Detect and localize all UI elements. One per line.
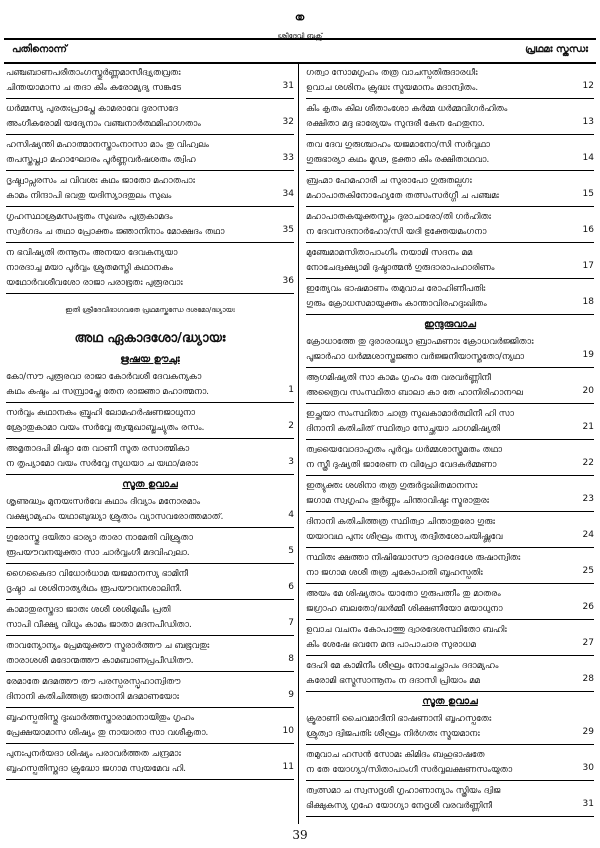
verse-line: അത്രൈവ സംസ്ഥിതാ ബാലാ കാ തേ ഹാനിരിഹാനഘ — [306, 388, 523, 398]
verse — [306, 551, 594, 584]
verse — [6, 174, 294, 207]
verse-number: 1 — [288, 385, 294, 395]
verse — [6, 66, 294, 99]
verse-line: പൂജാർഹാ ധർമ്മശാസ്ത്രജ്ഞാ വർജ്ജനീയാസ്തതോ/ന്യഥാ — [306, 352, 525, 362]
verse — [306, 443, 594, 476]
verse-line: ഇത്യുക്തഃ ശശിനാ തത്ര ഗുരുർദുഃഖിതമാനസഃ — [306, 481, 478, 491]
verse-line: ദിനാനി കതിചിത്തത്ര സ്ഥിത്വാ ചിന്താതുരോ ഗുരുഃ — [306, 517, 495, 527]
verse-number: 4 — [288, 510, 294, 520]
verse-line: ദിനാനി കതിചിത് സ്ഥിത്വാ സേച്ഛയാ ചാഗമിഷ്യതി — [306, 424, 501, 434]
verse-number: 11 — [282, 762, 294, 772]
verse-line: ദൃഷ്ടാ ച ശശിനാത്യർഥം രൂപയൗവനശാലിനീ. — [6, 584, 183, 594]
verse-line: മഹാപാതകിനോഹ്യേതേ തത്സംസർഗ്ഗീ ച പഞ്ചമഃ — [306, 191, 499, 201]
verse-number: 2 — [288, 421, 294, 431]
speaker-heading: ഇന്ദുരുവാച — [424, 319, 476, 330]
verse — [306, 479, 594, 512]
verse-line: ന സ്ത്രീ ദുഷ്യതി ജാരേണ ന വിപ്രോ വേദകർമ്മണാ — [306, 460, 497, 470]
verse-line: ദേഹി മേ കാമിനീം ശീഘ്രം നോചേച്ഛാപം ദദാമ്യഹം — [306, 661, 499, 671]
verse — [306, 371, 594, 404]
verse-line: നോചേദ്വക്ഷ്യാമി ദുഷ്ടാത്മൻ ഗുരുദാരാപഹാരിണം — [306, 263, 495, 273]
verse-number: 19 — [582, 350, 594, 360]
verse-line: ശ്രോതുകാമാ വയം സർവ്വേ ത്വന്മുഖാബ്ജച്യുതം രസം. — [6, 423, 205, 433]
verses-block — [306, 66, 594, 315]
verse — [306, 102, 594, 135]
verse-line: ന ഭവിഷ്യതി തന്നൂനം അനയാ ദേവകന്യയാ — [6, 248, 178, 258]
verse-line: ശ്രുത്വാ ദ്വിജപതിഃ ശീഘ്രം നിർഗതഃ സ്മയമാനഃ — [306, 729, 480, 739]
verse-number: 35 — [282, 225, 294, 235]
verse-number: 21 — [582, 422, 594, 432]
verse-number: 30 — [582, 763, 594, 773]
verse-line: ഇത്യേവം ഭാഷമാണം തമുവാച രോഹിണീപതിഃ — [306, 284, 486, 294]
verse-line: ബൃഹസ്പതിസ്തു ദുഃഖാർത്തസ്താരാമാനായിതും ഗൃഹം — [6, 713, 195, 723]
verse-line: ബ്രഹ്മാ ഹേമഹാരീ ച സുരാപോ ഗുരുതല്പഗഃ — [306, 176, 472, 186]
verse — [306, 174, 594, 207]
verse-line: ധർമ്മസ്യ പുരതഃപ്രാപ്തേ കാമരാവേ ദുരാസദേ — [6, 104, 178, 114]
verse-line: ന ദേവസദനാർഹോ/സി യദി ഭുക്തേയമംഗനാ — [306, 227, 487, 237]
verses-block — [6, 66, 294, 294]
verse — [306, 335, 594, 368]
verses-block — [306, 712, 594, 817]
verse — [6, 442, 294, 475]
verse-number: 32 — [282, 117, 294, 127]
verse-line: രൂപയൗവനയുക്താ സാ ചാർവ്വംഗീ മദവിഹ്വലാ. — [6, 548, 190, 558]
verse-number: 13 — [582, 117, 594, 127]
verse — [306, 210, 594, 243]
verse-line: ജഗ്രാഹ ബലതോ/ദ്ധർമ്മീ ശിക്ഷണീയോ മയാധുനാ — [306, 604, 503, 614]
verse-line: പ്രേക്ഷയാമാസ ശിഷ്യം തു നായാതാ സാ വശീകൃതാ. — [6, 728, 209, 738]
verse-number: 26 — [582, 602, 594, 612]
verse-line: ഉവാച ശശിനം ക്രുദ്ധഃ സ്മയമാനം മദാന്വിതം. — [306, 83, 479, 93]
verse-line: സർവ്വം കഥാനകം ബ്രൂഹി ലോമഹർഷണജാധുനാ — [6, 408, 196, 418]
verse-line: ജഗാമ സ്വഗൃഹം തൂർണ്ണം ചിന്താവിഷ്ടഃ സ്മരാതുരഃ — [306, 496, 489, 506]
header-right: പ്രഥമഃ സ്കന്ധഃ — [525, 44, 588, 55]
verse — [6, 210, 294, 243]
header-left: പതിനൊന്ന് — [12, 44, 67, 55]
verse — [6, 747, 294, 780]
verse — [306, 138, 594, 171]
verse-line: അയം മേ ശിഷ്യതാം യാതോ ഗുരുപത്നീം തു മാതരം — [306, 589, 501, 599]
verse-line: ഉവാച വചനം കോപാത്തു ദ്വാരദേശസ്ഥിതോ ബഹിഃ — [306, 625, 507, 635]
verse — [6, 406, 294, 439]
verse-number: 29 — [582, 727, 594, 737]
verse-number: 3 — [288, 457, 294, 467]
verse — [6, 495, 294, 528]
verse-line: ഗുരോസ്തു ദയിതാ ഭാര്യാ താരാ നാമേതി വിശ്രുതാ — [6, 533, 193, 543]
verse-number: 18 — [582, 297, 594, 307]
verse-number: 6 — [288, 582, 294, 592]
verse — [306, 784, 594, 817]
verse-number: 27 — [582, 638, 594, 648]
verse-line: സ്വർഗദം ച തഥാ പ്രോക്തം ജ്ഞാനിനാം മോക്ഷദം തഥാ — [6, 227, 225, 237]
speaker-heading: സൂത ഉവാച — [122, 479, 178, 490]
verse-number: 17 — [582, 261, 594, 271]
verse-line: ക്രോധാത്തേ തു ദുരാരാദ്ധ്യാ ബ്രാഹ്മണാഃ ക്രോധവർജ്ജിതാഃ — [306, 337, 534, 347]
right-column — [306, 66, 594, 820]
verse-number: 34 — [282, 189, 294, 199]
verse-number: 5 — [288, 546, 294, 556]
column-divider — [298, 62, 299, 824]
verse-line: ഗൃഹസ്ഥാശ്രമസംഭൂതം സുഖരം പുത്രകാമദം — [6, 212, 173, 222]
verse-line: ക്രൂരാണി ചൈവമാദീനി ഭാഷണാനി ബൃഹസ്പതേഃ — [306, 714, 492, 724]
verse-line: വക്ഷ്യാമ്യഹം യഥാബുദ്ധ്യാ ശ്രുതാം വ്യാസവരോത്തമാത്. — [6, 512, 224, 522]
verse-line: ത്വത്സമാ ച സ്വസദൃശീ ഗൃഹാണാന്യാം സ്ത്രിയം ദ്വിജ — [306, 786, 501, 796]
verse — [6, 711, 294, 744]
verse-line: രക്ഷിതാ മദ്ദ ഭാര്യേയം സുന്ദരീ കേന ഹേതുനാ. — [306, 119, 485, 129]
verse-line: രേമാതേ മദമത്തൗ തൗ പരസ്പരസ്പൃഹാന്വിതൗ — [6, 677, 181, 687]
verse-line: താവന്യോന്യം പ്രേമയുക്തൗ സ്മരാർത്തൗ ച ബഭൂവതുഃ — [6, 641, 210, 651]
verse-line: അംഗീകരോമി യദ്യേനാം വഞ്ചനാർത്ഥമിഹാഗതാം — [6, 119, 201, 129]
chapter-colophon: ഇതി ശ്രീദേവീഭാഗവതേ പ്രഥമസ്കന്ധേ ദശമോ/ദ്ധ്യായഃ — [65, 306, 235, 314]
speaker-heading: സൂത ഉവാച — [422, 696, 478, 707]
verse-number: 20 — [582, 386, 594, 396]
verse-number: 15 — [582, 189, 594, 199]
verses-block — [306, 335, 594, 692]
verse-number: 22 — [582, 458, 594, 468]
verse-line: നാരദാച്ച മയാ പൂർവ്വം ശ്രുതമസ്തി കഥാനകം — [6, 263, 173, 273]
publisher-name: ശ്രീദേവി ബുക്സ് — [277, 32, 323, 40]
verse-number: 28 — [582, 674, 594, 684]
verse-line: ആഗമിഷ്യതി സാ കാമം ഗൃഹം തേ വരവർണ്ണിനീ — [306, 373, 491, 383]
verse — [306, 515, 594, 548]
page-number: 39 — [292, 828, 308, 842]
verse-number: 31 — [282, 81, 294, 91]
verse — [306, 623, 594, 656]
verse-line: ദിനാനി കതിചിത്തത്ര ജാതാനി മദമാണയോഃ — [6, 692, 179, 702]
verse — [6, 531, 294, 564]
verse-line: യയാവഥ പുനഃ ശീഘ്രം തസ്യ തദ്വീതശോചയിഷ്ണവേ — [306, 532, 503, 542]
verse — [306, 66, 594, 99]
verse-line: ഭിക്ഷുകസ്യ ഗൃഹേ യോഗ്യാ നേദൃശീ വരവർണ്ണിനീ — [306, 801, 493, 811]
verse-line: യഥോർവശീവശോ രാജാ പരാഭൂതഃ പുരൂരവാഃ — [6, 278, 183, 288]
verse-number: 16 — [582, 225, 594, 235]
verse-line: ന തേ യോഗ്യാ/സിതാപാംഗീ സർവ്വലക്ഷണസംയുതാ — [306, 765, 513, 775]
left-column — [6, 66, 294, 783]
verse-line: മുഞ്ചേമാമസിതാപാംഗീം നയാമി സദനം മമ — [306, 248, 473, 258]
verse-number: 36 — [282, 276, 294, 286]
verse — [6, 567, 294, 600]
verse-number: 8 — [288, 654, 294, 664]
verse-line: ബൃഹസ്പതിസ്തദാ ക്രുദ്ധോ ജഗാമ സ്വയമേവ ഹി. — [6, 764, 187, 774]
verse — [306, 587, 594, 620]
verses-block — [6, 495, 294, 780]
verse — [6, 603, 294, 636]
verse-line: ഗുരുഭാര്യാ കഥം മൂഢ, ഭുക്താ കിം രക്ഷിതാഥവാ. — [306, 155, 490, 165]
verse-line: ഗൈകൈദാ വിധോർധാമ യജമാനസ്യ ഭാമിനീ — [6, 569, 189, 579]
verse-line: തമുവാച ഹസൻ സോമഃ കിമിദം ബഹുഭാഷതേ — [306, 750, 485, 760]
verse-line: കിം ശേഷേ ഭവനേ മന്ദ പാപാചാര സുരാധമ — [306, 640, 476, 650]
verse — [306, 748, 594, 781]
verse-number: 9 — [288, 690, 294, 700]
publisher-logo — [274, 10, 326, 41]
verse-line: മഹാപാതകയുക്തസ്ത്വം ദുരാചാരോ/തി ഗർഹിതഃ — [306, 212, 491, 222]
verses-block — [6, 370, 294, 475]
verse — [6, 370, 294, 403]
verse-line: കാമം നിന്ദാപി ഭവതു യദിസ്യാദതുലം സുഖം — [6, 191, 172, 201]
verse-line: ഗുരും ക്രോധസമായുക്തം കാന്താവിരഹദുഃഖിതം — [306, 299, 487, 309]
verse-number: 14 — [582, 153, 594, 163]
verse — [306, 282, 594, 315]
verse-line: ചിന്തയാമാസ ച തദാ കിം കരോമ്യദ്യ സങ്കടേ — [6, 83, 182, 93]
verse-line: കാമാതുരസ്തദാ ജാതഃ ശശീ ശശിമുഖീം പ്രതി — [6, 605, 171, 615]
verse — [6, 675, 294, 708]
verse-line: അമൃതാദപി മിഷ്ടാ തേ വാണീ സൂത രസാത്മികാ — [6, 444, 190, 454]
verse — [306, 659, 594, 692]
verse — [6, 639, 294, 672]
verse — [306, 246, 594, 279]
verse-line: താരാശശീ മദോന്മത്തൗ കാമബാണപ്രപീഡിതൗ. — [6, 656, 194, 666]
verse-line: കരോമി ഭസ്മസാന്നൂനം ന ദദാസി പ്രിയാം മമ — [306, 676, 480, 686]
verse-line: പഞ്ചബാണപരീതാംഗസ്തുർണ്ണമാസീദ്വ്യതവ്രതഃ — [6, 68, 181, 78]
verse-line: ന തൃപ്യാമോ വയം സർവ്വേ സുധയാ ച യഥാ/മരാഃ — [6, 459, 198, 469]
verse-line: ഇച്ഛയാ സംസ്ഥിതാ ചാത്ര സുഖകാമാർത്ഥിനീ ഹി സാ — [306, 409, 515, 419]
verse-line: ദൃഷ്ട്വാപ്സരസം ച വിവശഃ കഥം ജാതോ മഹാതപാഃ — [6, 176, 195, 186]
lamp-icon: ⚭ — [292, 8, 308, 29]
verse-number: 10 — [282, 726, 294, 736]
verse — [6, 138, 294, 171]
verse-number: 24 — [582, 530, 594, 540]
verse-line: ത്വയൈവോദാഹൃതം പൂർവ്വം ധർമ്മശാസ്ത്രമതം തഥാ — [306, 445, 503, 455]
verse-line: കിം കൃതം കില ശീതാംശോ കർമ്മ ധർമ്മവിഗർഹിതം — [306, 104, 508, 114]
verse-line: സ്ഥിതഃ ക്ഷത്താ നിഷിദ്ധോസൗ ദ്വാരദേശേ രുഷാന്വിതഃ — [306, 553, 521, 563]
verse-line: നാ ജഗാമ ശശീ തത്ര ചുകോപാതി ബൃഹസ്പതിഃ — [306, 568, 483, 578]
verse-number: 25 — [582, 566, 594, 576]
verse — [6, 246, 294, 294]
verse-line: തവ ദേവ ഗുരുശ്ചാഹം യജമാനോ/സി സർവ്വഥാ — [306, 140, 491, 150]
verse-line: തപസ്തപ്ത്വാ മഹാഘോരം പൂർണ്ണവർഷശതം ത്വിഹ — [6, 155, 196, 165]
verse-line: ഹസിഷ്യന്തി മഹാത്മാനസ്താംനാസാ മാം തു വിഹ്വലം — [6, 140, 210, 150]
verse-line: കഥം കഷ്ടം ച സമ്പ്രാപ്തേ തേന രാജ്ഞാ മഹാത്മനാ. — [6, 387, 210, 397]
verse-number: 33 — [282, 153, 294, 163]
verse-number: 31 — [582, 799, 594, 809]
verse-line: സാപി വീക്ഷ്യ വിധും കാമം ജാതാ മദനപീഡിതാ. — [6, 620, 192, 630]
verse-number: 12 — [582, 81, 594, 91]
running-header — [4, 38, 596, 64]
chapter-title: അഥ ഏകാദശോ/ദ്ധ്യായഃ — [74, 331, 226, 346]
verse — [306, 712, 594, 745]
verse — [6, 102, 294, 135]
verse-line: ഗത്വാ സോമഗൃഹം തത്ര വാചസ്പതിരുദാരധീഃ — [306, 68, 478, 78]
verse-line: ശൃണുദ്ധ്വം മുനയഃസർവേ കഥാം ദിവ്യാം മനോരമാം — [6, 497, 201, 507]
verse — [306, 407, 594, 440]
speaker-heading: ഋഷയ ഊചുഃ — [120, 354, 180, 365]
verse-line: പുനഃപുനർയദാ ശിഷ്യം പരാവർത്തത ചന്ദ്രമാഃ — [6, 749, 181, 759]
verse-number: 23 — [582, 494, 594, 504]
verse-number: 7 — [288, 618, 294, 628]
verse-line: കോ/സൗ പുരൂരവാ രാജാ കോർവശീ ദേവകന്യകാ — [6, 372, 202, 382]
